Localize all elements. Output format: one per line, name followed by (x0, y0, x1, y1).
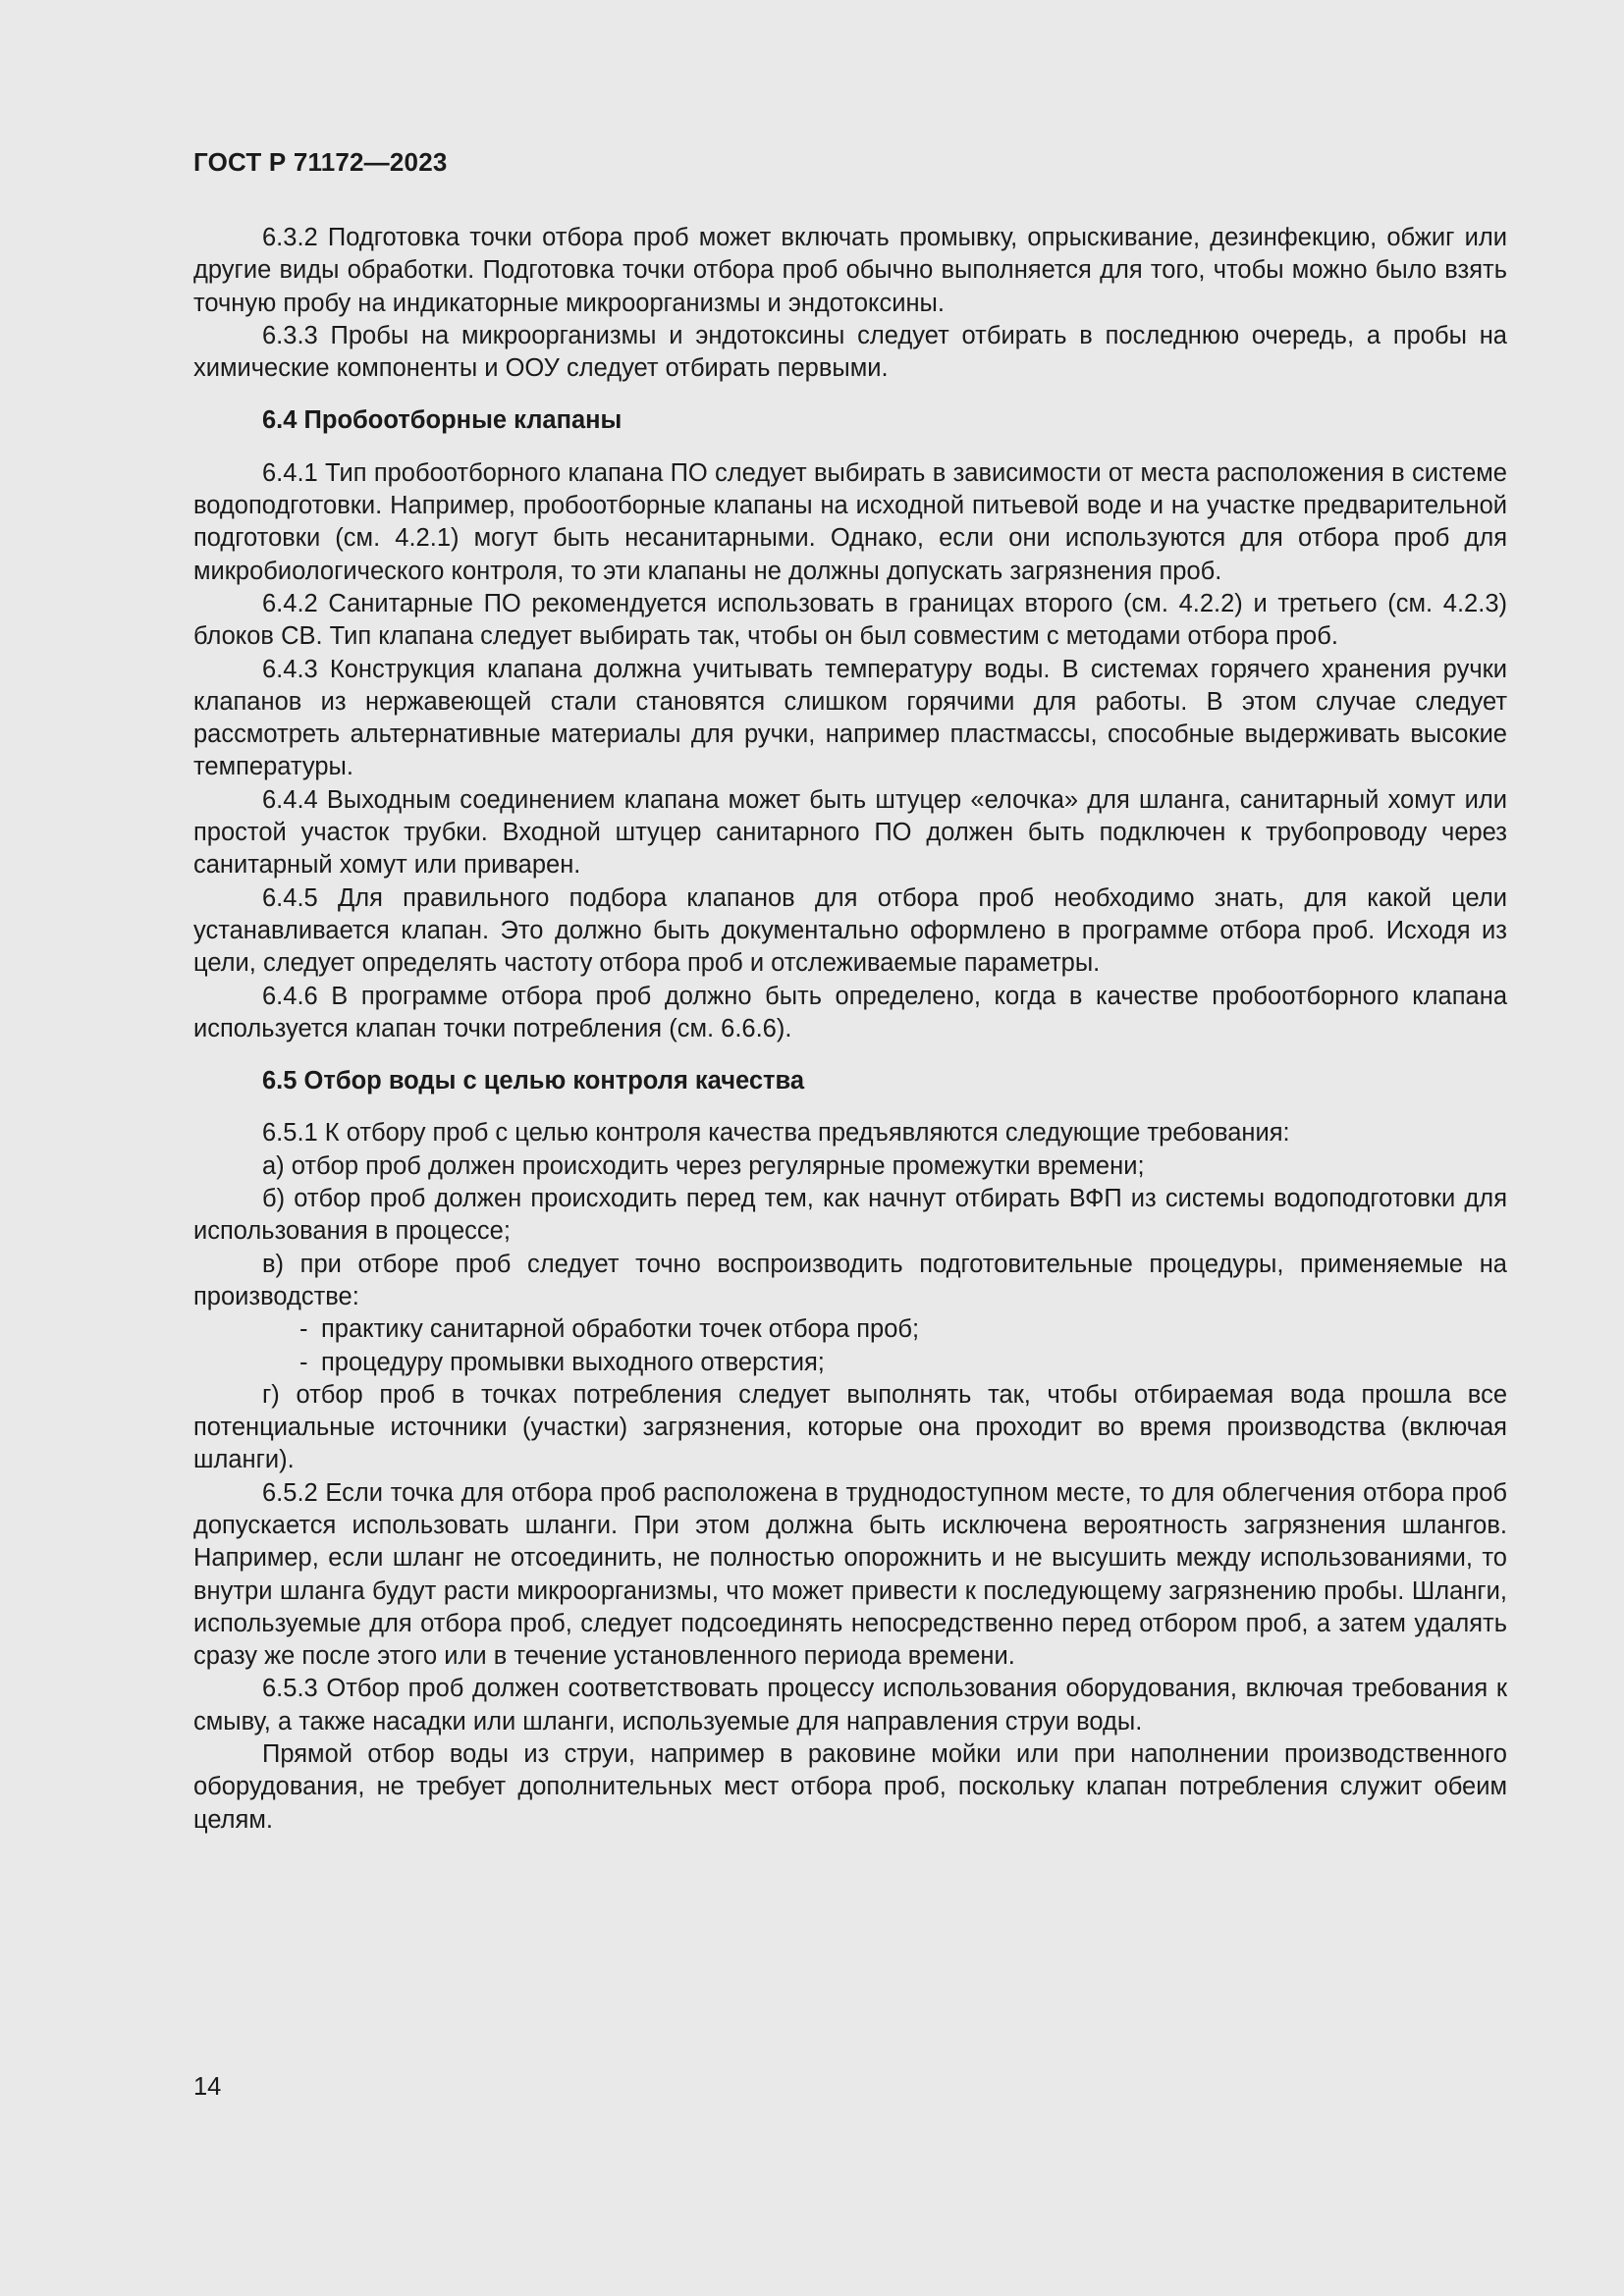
section-heading-6-5: 6.5 Отбор воды с целью контроля качества (262, 1067, 805, 1095)
paragraph-6-3-2: 6.3.2 Подготовка точки отбора проб может включать промывку, опрыскивание, дезинфекцию, обжиг или другие виды обработки. Подготовка точки отбора проб обычно выполняется для того, чтобы можно было взять точную пробу на индикаторные микроорганизмы и эндотоксины. (193, 224, 1507, 317)
list-item-b: б) отбор проб должен происходить перед тем, как начнут отбирать ВФП из системы водоподготовки для использования в процессе; (193, 1185, 1507, 1246)
paragraph-6-3-3: 6.3.3 Пробы на микроорганизмы и эндотоксины следует отбирать в последнюю очередь, а пробы на химические компоненты и ООУ следует отбирать первыми. (193, 321, 1507, 383)
dash-item-text: процедуру промывки выходного отверстия; (321, 1348, 825, 1376)
section-heading-6-4: 6.4 Пробоотборные клапаны (262, 406, 623, 435)
paragraph-6-4-5: 6.4.5 Для правильного подбора клапанов для отбора проб необходимо знать, для какой цели устанавливается клапан. Это должно быть документально оформлено в программе отбора проб. Исходя из цели, следует определять частоту отбора проб и отслеживаемые параметры. (193, 883, 1507, 978)
dash-mark: - (299, 1315, 308, 1344)
list-item-v: в) при отборе проб следует точно воспроизводить подготовительные процедуры, применяемые на производстве: (193, 1250, 1507, 1310)
paragraph-6-5-2: 6.5.2 Если точка для отбора проб расположена в труднодоступном месте, то для облегчения отбора проб допускается использовать шланги. При этом должна быть исключена вероятность загрязнения шлангов. Например, если шланг не отсоединить, не полностью опорожнить и не высушить между использованиями, то внутри шланга будут расти микроорганизмы, что может привести к последующему загрязнению пробы. Шланги, используемые для отбора проб, следует подсоединять непосредственно перед отбором проб, а затем удалять сразу же после этого или в течение установленного периода времени. (193, 1478, 1507, 1671)
dash-item-flushing (193, 1347, 1507, 1379)
document-body (193, 222, 1507, 1837)
paragraph-6-4-4: 6.4.4 Выходным соединением клапана может быть штуцер «елочка» для шланга, санитарный хомут или простой участок трубки. Входной штуцер санитарного ПО должен быть подключен к трубопроводу через санитарный хомут или приварен. (193, 785, 1507, 880)
list-item-g: г) отбор проб в точках потребления следует выполнять так, чтобы отбираемая вода прошла все потенциальные источники (участки) загрязнения, которые она проходит во время производства (включая шланги). (193, 1380, 1507, 1474)
paragraph-6-5-3-continued: Прямой отбор воды из струи, например в раковине мойки или при наполнении производственного оборудования, не требует дополнительных мест отбора проб, поскольку клапан потребления служит обеим целям. (193, 1740, 1507, 1834)
paragraph-6-4-6: 6.4.6 В программе отбора проб должно быть определено, когда в качестве пробоотборного клапана используется клапан точки потребления (см. 6.6.6). (193, 982, 1507, 1042)
paragraph-6-4-2: 6.4.2 Санитарные ПО рекомендуется использовать в границах второго (см. 4.2.2) и третьего (см. 4.2.3) блоков СВ. Тип клапана следует выбирать так, чтобы он был совместим с методами отбора проб. (193, 589, 1507, 651)
paragraph-6-5-1: 6.5.1 К отбору проб с целью контроля качества предъявляются следующие требования: (262, 1119, 1290, 1148)
page-number: 14 (193, 2073, 222, 2101)
paragraph-6-5-3: 6.5.3 Отбор проб должен соответствовать процессу использования оборудования, включая требования к смыву, а также насадки или шланги, используемые для направления струи воды. (193, 1675, 1507, 1735)
dash-mark: - (299, 1348, 308, 1376)
list-item-a: а) отбор проб должен происходить через регулярные промежутки времени; (262, 1151, 1145, 1180)
dash-item-text: практику санитарной обработки точек отбора проб; (321, 1315, 920, 1344)
document-header: ГОСТ Р 71172—2023 (193, 147, 448, 177)
paragraph-6-4-1: 6.4.1 Тип пробоотборного клапана ПО следует выбирать в зависимости от места расположения в системе водоподготовки. Например, пробоотборные клапаны на исходной питьевой воде и на участке предварительной подготовки (см. 4.2.1) могут быть несанитарными. Однако, если они используются для отбора проб для микробиологического контроля, то эти клапаны не должны допускать загрязнения проб. (193, 458, 1507, 585)
dash-item-sanitation (193, 1313, 1507, 1346)
paragraph-6-4-3: 6.4.3 Конструкция клапана должна учитывать температуру воды. В системах горячего хранения ручки клапанов из нержавеющей стали становятся слишком горячими для работы. В этом случае следует рассмотреть альтернативные материалы для ручки, например пластмассы, способные выдерживать высокие температуры. (193, 655, 1507, 781)
